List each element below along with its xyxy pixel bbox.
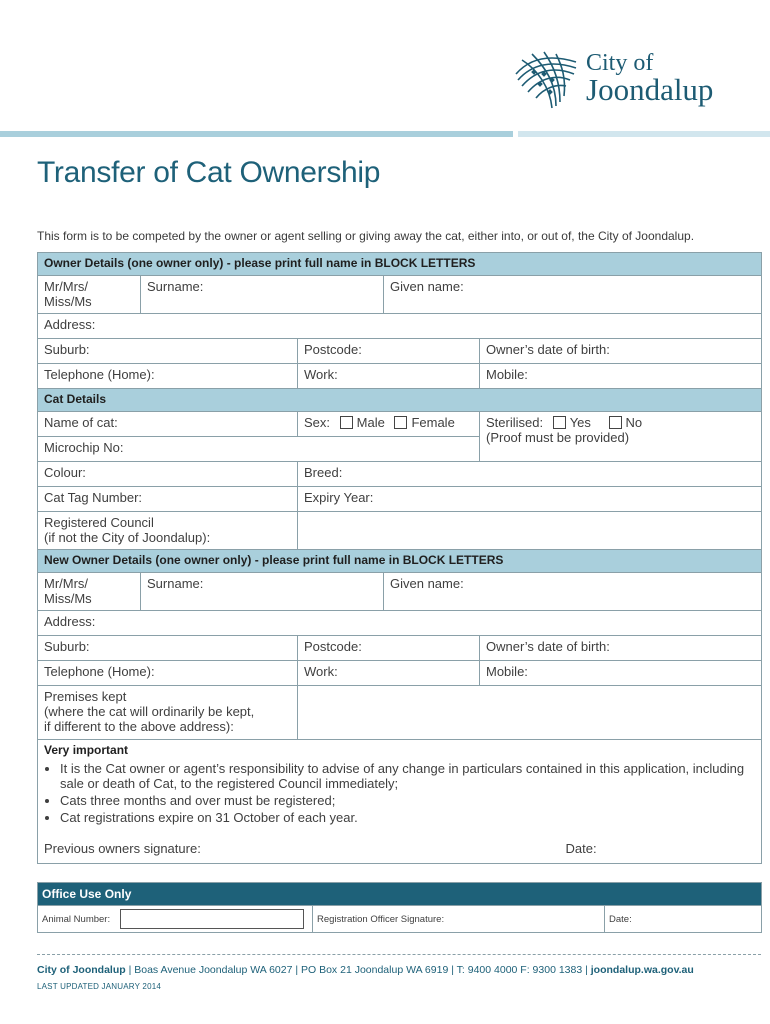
owner-suburb-field[interactable]: Suburb: [38,339,298,364]
animal-number-label: Animal Number: [38,906,116,933]
signature-row[interactable] [38,833,762,863]
owner-dob-field[interactable]: Owner’s date of birth: [480,339,762,364]
owner-given-name-field[interactable]: Given name: [384,276,762,314]
footer-details: | Boas Avenue Joondalup WA 6027 | PO Box 21 Joondalup WA 6919 | T: 9400 4000 F: 9300 1383 | [125,964,591,976]
office-date-field[interactable]: Date: [605,906,762,933]
sterilised-no-checkbox[interactable] [609,416,622,429]
cat-sex-label: Sex: [304,415,331,430]
last-updated: LAST UPDATED JANUARY 2014 [37,982,162,991]
male-checkbox[interactable] [340,416,353,429]
cat-name-field[interactable]: Name of cat: [38,412,298,437]
footer-contact [37,964,694,976]
main-form-table [37,252,762,864]
important-list [44,761,755,825]
footer-website-link[interactable]: joondalup.wa.gov.au [590,964,694,976]
registered-council-field[interactable] [298,512,762,550]
previous-owner-signature-label: Previous owners signature: [44,841,201,856]
registered-council-label: Registered Council (if not the City of Joondalup): [38,512,298,550]
cat-sex-field [298,412,480,437]
new-owner-given-name-field[interactable]: Given name: [384,573,762,611]
header-bar-left [0,131,513,137]
cat-section-header: Cat Details [38,389,762,412]
registration-officer-signature-field[interactable]: Registration Officer Signature: [313,906,605,933]
logo-emblem-icon [510,48,582,112]
footer-org: City of Joondalup [37,964,126,976]
new-owner-postcode-field[interactable]: Postcode: [298,636,480,661]
new-owner-dob-field[interactable]: Owner’s date of birth: [480,636,762,661]
footer-divider [37,954,761,955]
proof-note: (Proof must be provided) [486,430,630,445]
owner-surname-field[interactable]: Surname: [141,276,384,314]
female-checkbox[interactable] [394,416,407,429]
important-section [38,740,762,834]
header-bar-right [518,131,770,137]
animal-number-input[interactable] [120,909,304,929]
owner-address-field[interactable]: Address: [38,314,762,339]
owner-section-header: Owner Details (one owner only) - please print full name in BLOCK LETTERS [38,253,762,276]
colour-field[interactable]: Colour: [38,462,298,487]
cat-sterilised-field [480,412,762,462]
owner-mobile-field[interactable]: Mobile: [480,364,762,389]
no-label: No [625,415,643,430]
new-owner-work-field[interactable]: Work: [298,661,480,686]
owner-work-field[interactable]: Work: [298,364,480,389]
new-owner-surname-field[interactable]: Surname: [141,573,384,611]
logo-text-city-of: City of [586,50,654,76]
sterilised-label: Sterilised: [486,415,544,430]
sterilised-yes-checkbox[interactable] [553,416,566,429]
male-label: Male [356,415,385,430]
office-use-header: Office Use Only [38,883,762,906]
important-item: • Cat registrations expire on 31 October of each year. [60,810,755,825]
female-label: Female [411,415,455,430]
new-owner-suburb-field[interactable]: Suburb: [38,636,298,661]
signature-date-label: Date: [565,841,597,856]
microchip-field[interactable]: Microchip No: [38,437,480,462]
intro-text: This form is to be competed by the owner or agent selling or giving away the cat, either into, or out of, the City of Joondalup. [37,229,695,243]
important-item: • It is the Cat owner or agent’s responsibility to advise of any change in particulars contained in this application, including sale or death of Cat, to the registered Council immediately; [60,761,755,791]
office-use-table [37,882,762,933]
cat-tag-field[interactable]: Cat Tag Number: [38,487,298,512]
breed-field[interactable]: Breed: [298,462,762,487]
new-owner-section-header: New Owner Details (one owner only) - please print full name in BLOCK LETTERS [38,550,762,573]
important-item: • Cats three months and over must be registered; [60,793,755,808]
owner-title-field[interactable]: Mr/Mrs/ Miss/Ms [38,276,141,314]
new-owner-address-field[interactable]: Address: [38,611,762,636]
yes-label: Yes [569,415,591,430]
premises-field[interactable] [298,686,762,740]
premises-label: Premises kept (where the cat will ordinarily be kept, if different to the above address): [38,686,298,740]
important-heading: Very important [44,743,129,757]
animal-number-cell [116,906,313,933]
page-title: Transfer of Cat Ownership [37,156,381,189]
owner-telephone-field[interactable]: Telephone (Home): [38,364,298,389]
new-owner-mobile-field[interactable]: Mobile: [480,661,762,686]
owner-postcode-field[interactable]: Postcode: [298,339,480,364]
logo-text-joondalup: Joondalup [586,72,714,107]
new-owner-title-field[interactable]: Mr/Mrs/ Miss/Ms [38,573,141,611]
expiry-year-field[interactable]: Expiry Year: [298,487,762,512]
city-logo [510,48,740,112]
new-owner-telephone-field[interactable]: Telephone (Home): [38,661,298,686]
